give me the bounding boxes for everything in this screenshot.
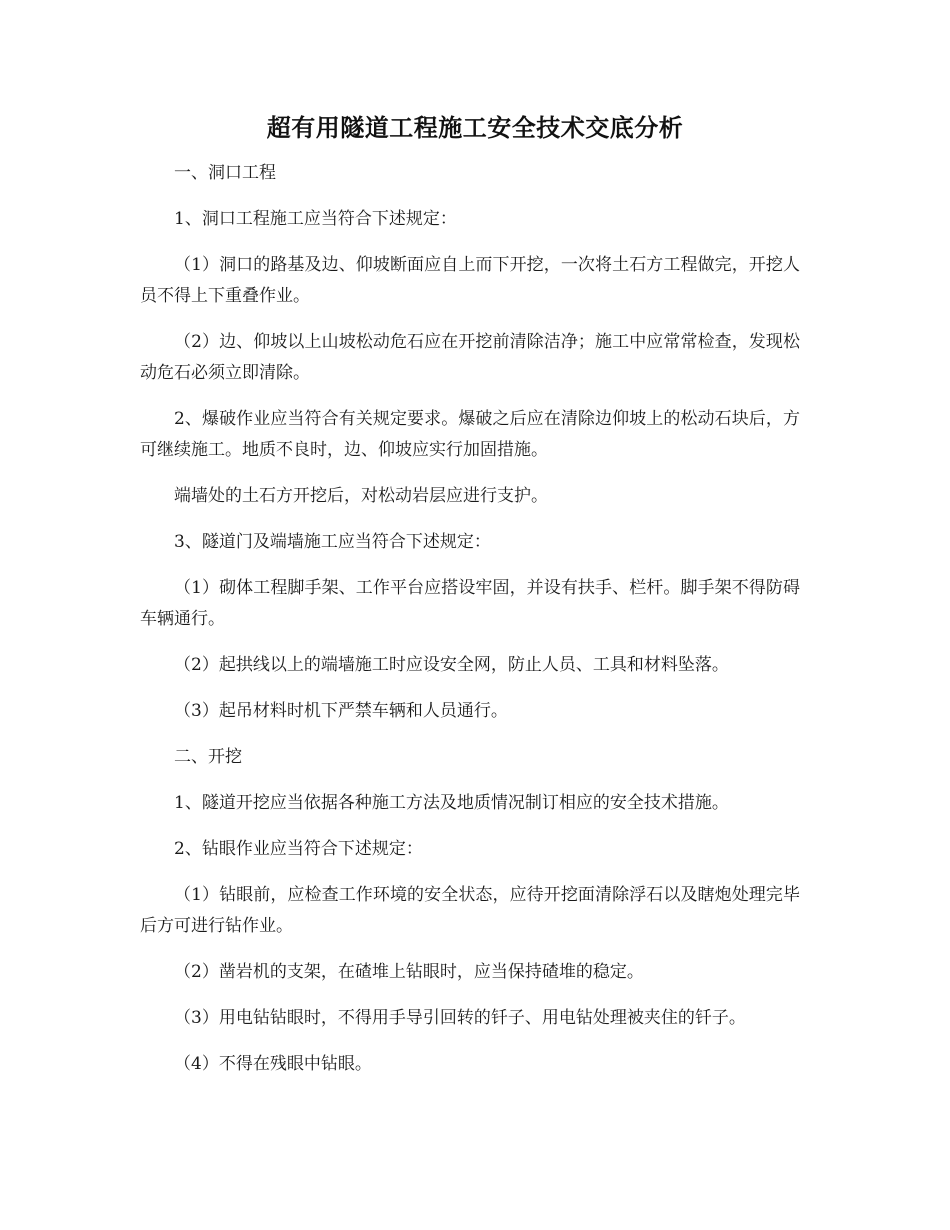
paragraph: （1）钻眼前，应检查工作环境的安全状态，应待开挖面清除浮石以及瞎炮处理完毕后方可进行钻作业。 xyxy=(140,885,800,936)
paragraph: 1、隧道开挖应当依据各种施工方法及地质情况制订相应的安全技术措施。 xyxy=(174,793,729,813)
paragraph: （3）用电钻钻眼时，不得用手导引回转的钎子、用电钻处理被夹住的钎子。 xyxy=(174,1008,746,1028)
section-heading-2: 二、开挖 xyxy=(174,747,242,767)
paragraph: （2）起拱线以上的端墙施工时应设安全网，防止人员、工具和材料坠落。 xyxy=(174,655,729,675)
paragraph: （2）边、仰坡以上山坡松动危石应在开挖前清除洁净；施工中应常常检查，发现松动危石必须立即清除。 xyxy=(140,332,800,383)
paragraph: 端墙处的土石方开挖后，对松动岩层应进行支护。 xyxy=(174,486,548,506)
section-heading-1: 一、洞口工程 xyxy=(174,163,276,183)
paragraph: （1）砌体工程脚手架、工作平台应搭设牢固，并设有扶手、栏杆。脚手架不得防碍车辆通行。 xyxy=(140,578,800,629)
paragraph: （1）洞口的路基及边、仰坡断面应自上而下开挖，一次将土石方工程做完，开挖人员不得上下重叠作业。 xyxy=(140,255,800,306)
paragraph: （3）起吊材料时机下严禁车辆和人员通行。 xyxy=(174,701,508,721)
paragraph: （2）凿岩机的支架，在碴堆上钻眼时，应当保持碴堆的稳定。 xyxy=(174,962,644,982)
paragraph: 1、洞口工程施工应当符合下述规定： xyxy=(174,209,457,229)
paragraph: 2、钻眼作业应当符合下述规定： xyxy=(174,839,423,859)
paragraph: 3、隧道门及端墙施工应当符合下述规定： xyxy=(174,532,491,552)
document-title: 超有用隧道工程施工安全技术交底分析 xyxy=(266,114,684,142)
paragraph: 2、爆破作业应当符合有关规定要求。爆破之后应在清除边仰坡上的松动石块后，方可继续施工。地质不良时，边、仰坡应实行加固措施。 xyxy=(140,409,800,460)
document-body xyxy=(140,158,800,1080)
paragraph: （4）不得在残眼中钻眼。 xyxy=(174,1054,372,1074)
